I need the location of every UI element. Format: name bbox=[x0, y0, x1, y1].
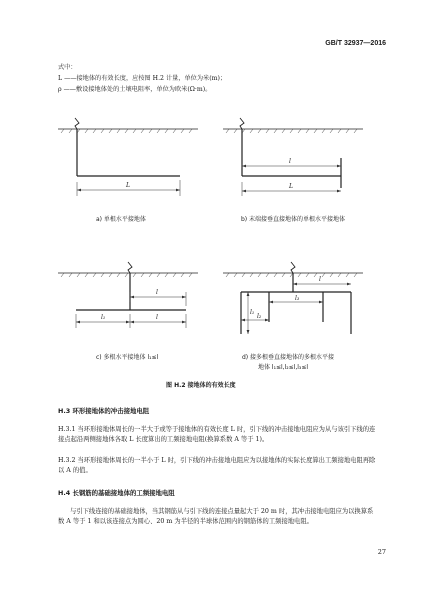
figure-c-label-l-top: l bbox=[156, 289, 158, 296]
figure-d-label-l: l bbox=[319, 276, 321, 283]
figure-a-diagram bbox=[58, 118, 208, 208]
definition-rho: ρ ——敷设接地体处的土壤电阻率，单位为欧米(Ω·m)。 bbox=[58, 86, 212, 93]
figure-b-label-L: L bbox=[289, 183, 293, 190]
section-h32-paragraph: H.3.2 当环形接地体周长的一半小于 L 时，引下线的冲击接地电阻应为以接地体的实际长度算出工频接地电阻再除以 A 的值。 bbox=[58, 457, 376, 474]
figure-c-label-l-bottom: l bbox=[156, 314, 158, 321]
figure-c-diagram bbox=[58, 262, 208, 347]
section-h3-title: H.3 环形接地体的冲击接地电阻 bbox=[58, 407, 150, 415]
figure-a-subcaption: a) 单根水平接地体 bbox=[96, 216, 146, 223]
figure-d-diagram bbox=[223, 262, 373, 347]
figure-d-label-l3: l₃ bbox=[295, 295, 300, 302]
section-h31-paragraph: H.3.1 当环形接地体周长的一半大于或等于接地体的有效长度 L 时，引下线的冲击接地电阻应为从与该引下线的连接点起沿两侧接地体各取 L 长度算出的工频接地电阻(换算系数 A 等于 1)。 bbox=[58, 426, 376, 443]
figure-d-subcaption-line1: d) 接多根垂直接地体的多根水平接 bbox=[242, 354, 335, 361]
figure-d-label-l2: l₂ bbox=[257, 313, 262, 320]
figure-b-subcaption: b) 末端接垂直接地体的单根水平接地体 bbox=[241, 216, 346, 223]
page-number: 27 bbox=[377, 548, 386, 556]
definitions-intro: 式中： bbox=[58, 64, 77, 71]
figure-b-label-l: l bbox=[289, 158, 291, 165]
figure-c-subcaption: c) 多根水平接地体 l₁≤l bbox=[96, 354, 159, 361]
definition-L: L ——接地体的有效长度，应按图 H.2 计量，单位为米(m)； bbox=[58, 75, 227, 82]
standard-number: GB/T 32937—2016 bbox=[325, 40, 386, 47]
section-h4-paragraph: 与引下线连接的基础接地体，当其钢筋从与引下线的连接点量起大于 20 m 时，其冲击接地电阻应为以换算系数 A 等于 1 和以该连接点为圆心、20 m 为半径的半球体范围内的钢筋体的工频接地电阻。 bbox=[58, 508, 374, 525]
figure-d-subcaption-line2: 地体 l₁≤l,l₂≤l,l₃≤l bbox=[258, 364, 309, 371]
figure-d-label-l1: l₁ bbox=[250, 309, 255, 316]
figure-b-diagram bbox=[223, 118, 373, 208]
figure-c-label-l1: l₁ bbox=[101, 314, 106, 321]
figure-a-label-L: L bbox=[126, 182, 130, 189]
section-h4-title: H.4 长钢筋的基础接地体的工频接地电阻 bbox=[58, 489, 175, 497]
figure-caption: 图 H.2 接地体的有效长度 bbox=[166, 382, 236, 389]
